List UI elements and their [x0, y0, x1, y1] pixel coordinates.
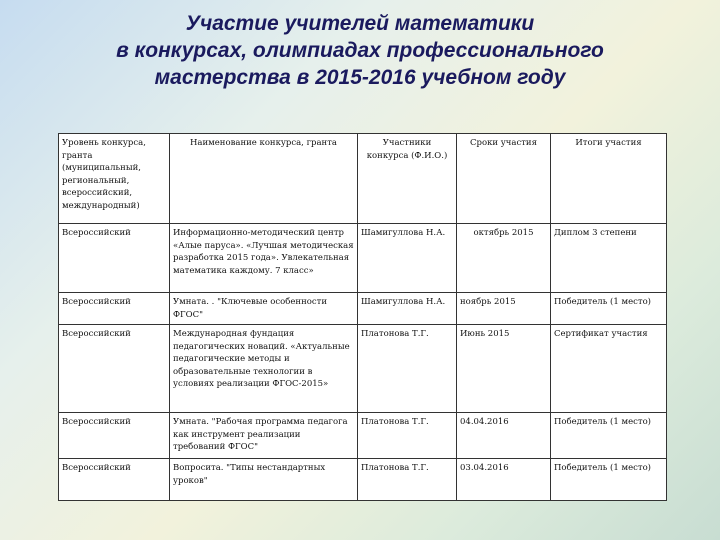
header-results: Итоги участия [551, 134, 667, 224]
header-level: Уровень конкурса, гранта (муниципальный, региональный, всероссийский, международный) [59, 134, 170, 224]
cell-participant: Платонова Т.Г. [358, 325, 457, 413]
cell-result: Победитель (1 место) [551, 459, 667, 501]
title-line-3: мастерства в 2015-2016 учебном году [154, 66, 566, 89]
cell-result: Победитель (1 место) [551, 413, 667, 459]
cell-participant: Шамигуллова Н.А. [358, 224, 457, 293]
title-line-2: в конкурсах, олимпиадах профессионального [116, 39, 604, 62]
cell-date: ноябрь 2015 [457, 293, 551, 325]
header-name: Наименование конкурса, гранта [170, 134, 358, 224]
page-title [40, 10, 680, 91]
cell-level: Всероссийский [59, 224, 170, 293]
cell-name: Умната. . "Ключевые особенности ФГОС" [170, 293, 358, 325]
cell-name: Информационно-методический центр «Алые паруса». «Лучшая методическая разработка 2015 года». Увлекательная математика каждому. 7 класс» [170, 224, 358, 293]
table-header-row [59, 134, 667, 224]
cell-participant: Шамигуллова Н.А. [358, 293, 457, 325]
cell-name: Умната. "Рабочая программа педагога как инструмент реализации требований ФГОС" [170, 413, 358, 459]
cell-date: Июнь 2015 [457, 325, 551, 413]
cell-level: Всероссийский [59, 325, 170, 413]
cell-level: Всероссийский [59, 293, 170, 325]
table-row [59, 224, 667, 293]
cell-level: Всероссийский [59, 413, 170, 459]
table-row [59, 413, 667, 459]
cell-result: Победитель (1 место) [551, 293, 667, 325]
table-row [59, 293, 667, 325]
title-line-1: Участие учителей математики [185, 12, 535, 35]
table-row [59, 459, 667, 501]
competitions-table [58, 133, 666, 501]
header-participants: Участники конкурса (Ф.И.О.) [358, 134, 457, 224]
cell-date: 04.04.2016 [457, 413, 551, 459]
cell-name: Международная фундация педагогических новаций. «Актуальные педагогические методы и образовательные технологии в условиях реализации ФГОС-2015» [170, 325, 358, 413]
cell-result: Сертификат участия [551, 325, 667, 413]
cell-date: октябрь 2015 [457, 224, 551, 293]
cell-date: 03.04.2016 [457, 459, 551, 501]
cell-name: Вопросита. "Типы нестандартных уроков" [170, 459, 358, 501]
cell-participant: Платонова Т.Г. [358, 459, 457, 501]
cell-result: Диплом 3 степени [551, 224, 667, 293]
cell-participant: Платонова Т.Г. [358, 413, 457, 459]
header-dates: Сроки участия [457, 134, 551, 224]
cell-level: Всероссийский [59, 459, 170, 501]
table-row [59, 325, 667, 413]
